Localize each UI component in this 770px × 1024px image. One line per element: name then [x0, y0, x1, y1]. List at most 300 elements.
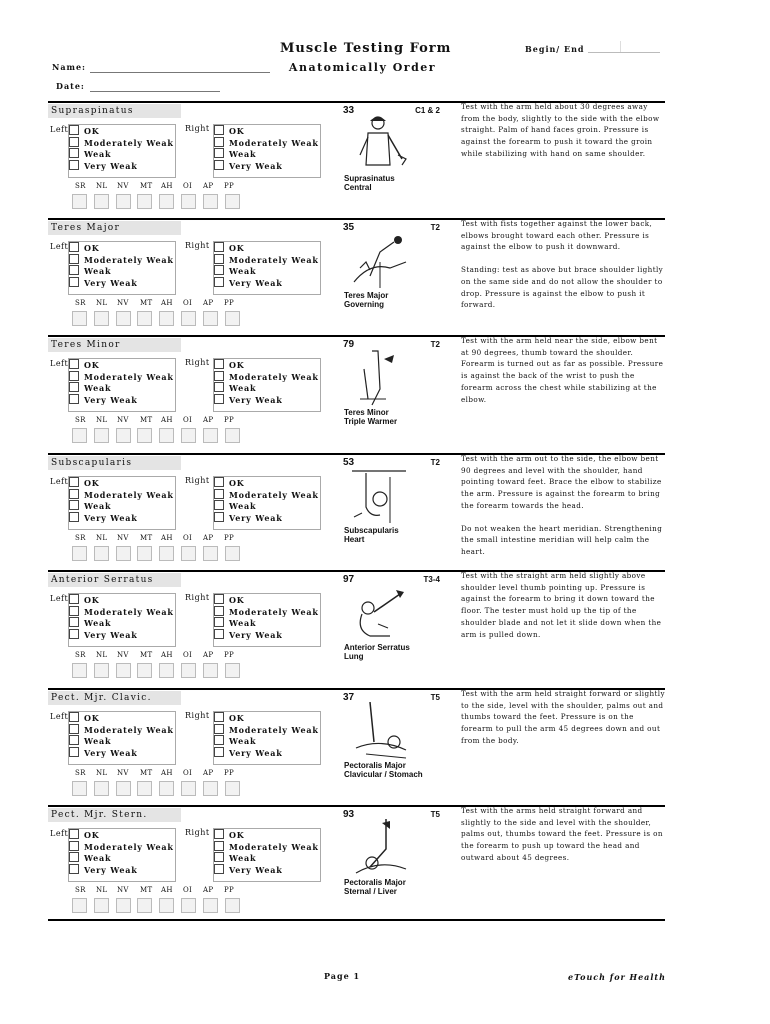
option-label: Moderately Weak [84, 489, 174, 500]
code-label-pp: PP [224, 416, 235, 424]
option-label: Moderately Weak [229, 606, 319, 617]
checkbox[interactable] [69, 477, 79, 487]
code-label-nv: NV [117, 416, 129, 424]
muscle-name: Teres Major [48, 221, 181, 235]
right-option-weak[interactable] [214, 382, 256, 393]
checkbox[interactable] [214, 359, 224, 369]
left-label: Left [50, 242, 69, 251]
code-box-oi[interactable] [181, 898, 196, 913]
left-option-very-weak[interactable] [69, 864, 138, 875]
left-option-ok[interactable] [69, 712, 100, 723]
muscle-description [461, 688, 667, 758]
code-box-sr[interactable] [72, 194, 87, 209]
code-box-oi[interactable] [181, 781, 196, 796]
code-box-ap[interactable] [203, 781, 218, 796]
muscle-figure [340, 337, 443, 431]
left-option-ok[interactable] [69, 359, 100, 370]
right-label: Right [185, 828, 210, 837]
right-option-weak[interactable] [214, 148, 256, 159]
checkbox[interactable] [214, 841, 224, 851]
code-label-ap: AP [203, 886, 214, 894]
code-box-ap[interactable] [203, 546, 218, 561]
checkbox[interactable] [69, 254, 79, 264]
checkbox[interactable] [69, 594, 79, 604]
option-label: OK [229, 595, 245, 605]
figure-number: 93 [343, 809, 355, 820]
code-label-mt: MT [140, 416, 153, 424]
code-label-sr: SR [75, 769, 86, 777]
code-box-mt[interactable] [137, 546, 152, 561]
option-label: Weak [84, 383, 112, 394]
code-box-sr[interactable] [72, 663, 87, 678]
code-box-pp[interactable] [225, 311, 240, 326]
checkbox[interactable] [69, 852, 79, 862]
left-label: Left [50, 829, 69, 838]
right-option-moderately-weak[interactable] [214, 371, 319, 382]
option-label: Weak [84, 149, 112, 160]
left-option-very-weak[interactable] [69, 512, 138, 523]
left-option-moderately-weak[interactable] [69, 489, 174, 500]
left-option-very-weak[interactable] [69, 277, 138, 288]
left-option-ok[interactable] [69, 594, 100, 605]
option-label: Very Weak [229, 277, 283, 288]
code-box-mt[interactable] [137, 194, 152, 209]
code-box-nv[interactable] [116, 781, 131, 796]
checkbox[interactable] [214, 500, 224, 510]
right-label: Right [185, 358, 210, 367]
left-option-ok[interactable] [69, 125, 100, 136]
checkbox[interactable] [69, 489, 79, 499]
description-paragraph: Test with the straight arm held slightly above shoulder level thumb pointing up. Pressure is against the forearm to bring it down toward the floor. The tester must hold up the tip of the shoulder blade and not let it slide down when the arm is pulled down. [461, 571, 662, 639]
option-label: OK [84, 595, 100, 605]
right-option-weak[interactable] [214, 617, 256, 628]
left-option-very-weak[interactable] [69, 160, 138, 171]
left-option-ok[interactable] [69, 829, 100, 840]
left-option-weak[interactable] [69, 148, 111, 159]
code-box-pp[interactable] [225, 781, 240, 796]
code-box-nv[interactable] [116, 898, 131, 913]
code-label-pp: PP [224, 534, 235, 542]
muscle-name: Subscapularis [48, 456, 181, 470]
code-label-sr: SR [75, 182, 86, 190]
right-option-ok[interactable] [214, 242, 245, 253]
code-label-sr: SR [75, 534, 86, 542]
checkbox[interactable] [69, 512, 79, 522]
code-box-ah[interactable] [159, 781, 174, 796]
checkbox[interactable] [69, 160, 79, 170]
left-option-weak[interactable] [69, 265, 111, 276]
checkbox[interactable] [69, 265, 79, 275]
code-label-ah: AH [161, 651, 173, 659]
option-label: OK [229, 478, 245, 488]
checkbox[interactable] [69, 277, 79, 287]
checkbox[interactable] [214, 371, 224, 381]
code-label-oi: OI [183, 651, 193, 659]
right-option-very-weak[interactable] [214, 277, 283, 288]
option-label: Moderately Weak [229, 489, 319, 500]
right-option-very-weak[interactable] [214, 394, 283, 405]
code-label-mt: MT [140, 182, 153, 190]
right-option-ok[interactable] [214, 712, 245, 723]
left-option-moderately-weak[interactable] [69, 841, 174, 852]
checkbox[interactable] [69, 747, 79, 757]
option-label: Very Weak [84, 160, 138, 171]
left-options [68, 476, 176, 530]
muscle-name: Anterior Serratus [48, 573, 181, 587]
description-paragraph: Test with the arm out to the side, the elbow bent 90 degrees and level with the shoulder, hand pointing toward feet. Brace the elbow to stabilize the arm. Pressure is against the forearm to bring the forearm towards the head. [461, 454, 662, 510]
code-box-mt[interactable] [137, 428, 152, 443]
figure-caption [344, 408, 444, 426]
right-label: Right [185, 593, 210, 602]
checkbox[interactable] [214, 629, 224, 639]
checkbox[interactable] [69, 841, 79, 851]
description-paragraph: Test with the arms held straight forward and slightly to the side and level with the shoulder, palms out, thumbs toward the feet. Pressure is on the forearm to push up toward the head and outward about 45 degrees. [461, 806, 663, 862]
code-box-mt[interactable] [137, 663, 152, 678]
checkbox[interactable] [69, 724, 79, 734]
checkbox[interactable] [214, 724, 224, 734]
right-option-weak[interactable] [214, 735, 256, 746]
code-box-ap[interactable] [203, 311, 218, 326]
code-box-sr[interactable] [72, 898, 87, 913]
left-option-moderately-weak[interactable] [69, 254, 174, 265]
code-box-pp[interactable] [225, 546, 240, 561]
left-option-moderately-weak[interactable] [69, 606, 174, 617]
right-option-weak[interactable] [214, 852, 256, 863]
checkbox[interactable] [69, 735, 79, 745]
option-label: OK [229, 126, 245, 136]
description-paragraph: Do not weaken the heart meridian. Strengthening the small intestine meridian will help calm the heart. [461, 523, 663, 556]
left-option-very-weak[interactable] [69, 747, 138, 758]
right-label: Right [185, 124, 210, 133]
code-box-nv[interactable] [116, 663, 131, 678]
code-box-sr[interactable] [72, 311, 87, 326]
right-options [213, 828, 321, 882]
figure-caption [344, 174, 444, 192]
right-option-moderately-weak[interactable] [214, 137, 319, 148]
code-box-nl[interactable] [94, 781, 109, 796]
checkbox[interactable] [69, 500, 79, 510]
figure-caption [344, 878, 444, 896]
checkbox[interactable] [69, 125, 79, 135]
code-box-nv[interactable] [116, 194, 131, 209]
muscle-description [461, 218, 667, 322]
left-label: Left [50, 594, 69, 603]
code-box-nl[interactable] [94, 898, 109, 913]
code-box-nl[interactable] [94, 663, 109, 678]
option-label: Weak [84, 736, 112, 747]
right-option-ok[interactable] [214, 594, 245, 605]
checkbox[interactable] [214, 137, 224, 147]
code-box-ap[interactable] [203, 898, 218, 913]
right-option-weak[interactable] [214, 500, 256, 511]
right-option-ok[interactable] [214, 477, 245, 488]
option-label: Moderately Weak [84, 606, 174, 617]
code-label-ap: AP [203, 534, 214, 542]
right-option-very-weak[interactable] [214, 629, 283, 640]
option-label: Weak [84, 853, 112, 864]
option-label: Very Weak [229, 747, 283, 758]
right-option-very-weak[interactable] [214, 512, 283, 523]
code-box-ap[interactable] [203, 663, 218, 678]
checkbox[interactable] [214, 594, 224, 604]
right-option-ok[interactable] [214, 359, 245, 370]
code-label-nv: NV [117, 769, 129, 777]
right-options [213, 124, 321, 178]
checkbox[interactable] [214, 477, 224, 487]
muscle-name: Pect. Mjr. Clavic. [48, 691, 181, 705]
option-label: Weak [229, 736, 257, 747]
checkbox[interactable] [214, 852, 224, 862]
option-label: OK [84, 360, 100, 370]
left-option-weak[interactable] [69, 852, 111, 863]
left-options [68, 593, 176, 647]
code-box-mt[interactable] [137, 781, 152, 796]
option-label: Very Weak [229, 394, 283, 405]
code-label-pp: PP [224, 886, 235, 894]
left-option-weak[interactable] [69, 382, 111, 393]
right-option-moderately-weak[interactable] [214, 489, 319, 500]
left-option-moderately-weak[interactable] [69, 724, 174, 735]
code-label-nv: NV [117, 182, 129, 190]
checkbox[interactable] [214, 606, 224, 616]
checkbox[interactable] [214, 864, 224, 874]
checkbox[interactable] [69, 382, 79, 392]
option-label: Moderately Weak [84, 137, 174, 148]
checkbox[interactable] [214, 125, 224, 135]
option-label: Moderately Weak [229, 254, 319, 265]
checkbox[interactable] [214, 242, 224, 252]
muscle-description [461, 335, 667, 416]
checkbox[interactable] [214, 747, 224, 757]
right-option-very-weak[interactable] [214, 160, 283, 171]
checkbox[interactable] [69, 359, 79, 369]
right-option-moderately-weak[interactable] [214, 841, 319, 852]
option-label: OK [229, 243, 245, 253]
left-option-ok[interactable] [69, 242, 100, 253]
checkbox[interactable] [214, 265, 224, 275]
code-label-pp: PP [224, 769, 235, 777]
code-box-ah[interactable] [159, 428, 174, 443]
date-field[interactable] [90, 91, 220, 92]
code-box-pp[interactable] [225, 194, 240, 209]
checkbox[interactable] [214, 394, 224, 404]
code-box-oi[interactable] [181, 428, 196, 443]
right-option-ok[interactable] [214, 829, 245, 840]
left-option-ok[interactable] [69, 477, 100, 488]
right-option-moderately-weak[interactable] [214, 724, 319, 735]
left-option-very-weak[interactable] [69, 629, 138, 640]
checkbox[interactable] [214, 617, 224, 627]
checkbox[interactable] [214, 148, 224, 158]
code-box-nl[interactable] [94, 546, 109, 561]
option-label: Very Weak [229, 512, 283, 523]
code-box-oi[interactable] [181, 311, 196, 326]
caption-line: Suprasinatus [344, 174, 395, 183]
muscle-section-teres-major [48, 218, 665, 322]
code-box-pp[interactable] [225, 898, 240, 913]
option-label: Weak [84, 501, 112, 512]
code-box-oi[interactable] [181, 194, 196, 209]
caption-line: Pectoralis Major [344, 878, 406, 887]
figure-ref: T2 [430, 340, 440, 349]
checkbox[interactable] [69, 712, 79, 722]
begin-end-label: Begin/ End [525, 44, 585, 54]
checkbox[interactable] [214, 712, 224, 722]
code-label-oi: OI [183, 886, 193, 894]
left-option-moderately-weak[interactable] [69, 371, 174, 382]
right-option-ok[interactable] [214, 125, 245, 136]
code-box-nv[interactable] [116, 546, 131, 561]
option-label: Moderately Weak [84, 841, 174, 852]
right-option-weak[interactable] [214, 265, 256, 276]
right-option-moderately-weak[interactable] [214, 254, 319, 265]
checkbox[interactable] [69, 864, 79, 874]
code-box-pp[interactable] [225, 428, 240, 443]
code-box-mt[interactable] [137, 898, 152, 913]
code-box-oi[interactable] [181, 663, 196, 678]
code-box-sr[interactable] [72, 781, 87, 796]
code-box-sr[interactable] [72, 428, 87, 443]
code-box-ah[interactable] [159, 311, 174, 326]
option-label: Weak [229, 383, 257, 394]
right-option-very-weak[interactable] [214, 864, 283, 875]
code-label-ah: AH [161, 299, 173, 307]
caption-line: Pectoralis Major [344, 761, 406, 770]
caption-line: Anterior Serratus [344, 643, 410, 652]
right-label: Right [185, 711, 210, 720]
left-options [68, 358, 176, 412]
code-box-ah[interactable] [159, 663, 174, 678]
code-label-nl: NL [96, 651, 108, 659]
figure-number: 79 [343, 339, 355, 350]
checkbox[interactable] [69, 148, 79, 158]
option-label: OK [84, 126, 100, 136]
code-box-ap[interactable] [203, 428, 218, 443]
checkbox[interactable] [214, 829, 224, 839]
code-box-nv[interactable] [116, 428, 131, 443]
code-box-ap[interactable] [203, 194, 218, 209]
code-label-pp: PP [224, 299, 235, 307]
muscle-section-anterior-serratus [48, 570, 665, 674]
checkbox[interactable] [69, 829, 79, 839]
option-label: Very Weak [84, 629, 138, 640]
caption-line: Teres Minor [344, 408, 389, 417]
checkbox[interactable] [69, 629, 79, 639]
right-option-very-weak[interactable] [214, 747, 283, 758]
code-label-mt: MT [140, 651, 153, 659]
muscle-figure [340, 220, 443, 314]
figure-number: 97 [343, 574, 355, 585]
figure-ref: T2 [430, 223, 440, 232]
figure-number: 37 [343, 692, 355, 703]
checkbox[interactable] [69, 242, 79, 252]
left-option-weak[interactable] [69, 735, 111, 746]
figure-ref: T5 [430, 810, 440, 819]
bottom-rule [48, 919, 665, 921]
checkbox[interactable] [214, 382, 224, 392]
code-box-nl[interactable] [94, 311, 109, 326]
muscle-figure [340, 455, 443, 549]
code-box-ah[interactable] [159, 898, 174, 913]
checkbox[interactable] [69, 371, 79, 381]
right-label: Right [185, 476, 210, 485]
checkbox[interactable] [214, 254, 224, 264]
code-box-sr[interactable] [72, 546, 87, 561]
option-label: Moderately Weak [229, 371, 319, 382]
name-field[interactable] [90, 72, 270, 73]
code-box-pp[interactable] [225, 663, 240, 678]
option-label: Weak [84, 618, 112, 629]
code-box-nl[interactable] [94, 194, 109, 209]
left-options [68, 828, 176, 882]
code-label-oi: OI [183, 534, 193, 542]
checkbox[interactable] [69, 617, 79, 627]
checkbox[interactable] [214, 160, 224, 170]
code-label-pp: PP [224, 651, 235, 659]
left-option-moderately-weak[interactable] [69, 137, 174, 148]
description-paragraph: Standing: test as above but brace shoulder lightly on the same side and do not allow the shoulder to drop. Pressure is against the elbow to push it forward. [461, 265, 664, 310]
checkbox[interactable] [214, 735, 224, 745]
code-label-mt: MT [140, 299, 153, 307]
option-label: Moderately Weak [229, 724, 319, 735]
code-label-nl: NL [96, 769, 108, 777]
begin-end-field[interactable] [588, 41, 660, 53]
checkbox[interactable] [69, 606, 79, 616]
left-label: Left [50, 359, 69, 368]
figure-caption [344, 526, 444, 544]
right-option-moderately-weak[interactable] [214, 606, 319, 617]
code-box-mt[interactable] [137, 311, 152, 326]
left-option-weak[interactable] [69, 500, 111, 511]
code-label-nl: NL [96, 182, 108, 190]
figure-caption [344, 643, 444, 661]
option-label: Weak [229, 853, 257, 864]
code-box-nv[interactable] [116, 311, 131, 326]
code-label-ah: AH [161, 886, 173, 894]
left-label: Left [50, 477, 69, 486]
muscle-description [461, 570, 667, 651]
code-box-ah[interactable] [159, 546, 174, 561]
left-option-very-weak[interactable] [69, 394, 138, 405]
code-label-nl: NL [96, 534, 108, 542]
description-paragraph: Test with the arm held near the side, elbow bent at 90 degrees, thumb toward the shoulder. Forearm is turned out as far as possible. Pressure is against the back of the wrist to push the forearm across the chest while stabilizing at the elbow. [461, 336, 664, 404]
muscle-name: Supraspinatus [48, 104, 181, 118]
code-label-ah: AH [161, 416, 173, 424]
code-box-nl[interactable] [94, 428, 109, 443]
code-label-oi: OI [183, 299, 193, 307]
code-label-nv: NV [117, 299, 129, 307]
code-label-sr: SR [75, 886, 86, 894]
option-label: Weak [229, 149, 257, 160]
checkbox[interactable] [214, 277, 224, 287]
left-option-weak[interactable] [69, 617, 111, 628]
muscle-section-pect-mjr-clavic [48, 688, 665, 792]
code-label-ah: AH [161, 182, 173, 190]
name-label: Name: [52, 62, 87, 72]
checkbox[interactable] [214, 489, 224, 499]
caption-line: Clavicular / Stomach [344, 770, 423, 779]
figure-ref: C1 & 2 [415, 106, 440, 115]
checkbox[interactable] [69, 394, 79, 404]
code-label-ap: AP [203, 416, 214, 424]
code-box-oi[interactable] [181, 546, 196, 561]
checkbox[interactable] [214, 512, 224, 522]
code-box-ah[interactable] [159, 194, 174, 209]
option-label: Moderately Weak [229, 841, 319, 852]
checkbox[interactable] [69, 137, 79, 147]
figure-number: 53 [343, 457, 355, 468]
option-label: Moderately Weak [229, 137, 319, 148]
